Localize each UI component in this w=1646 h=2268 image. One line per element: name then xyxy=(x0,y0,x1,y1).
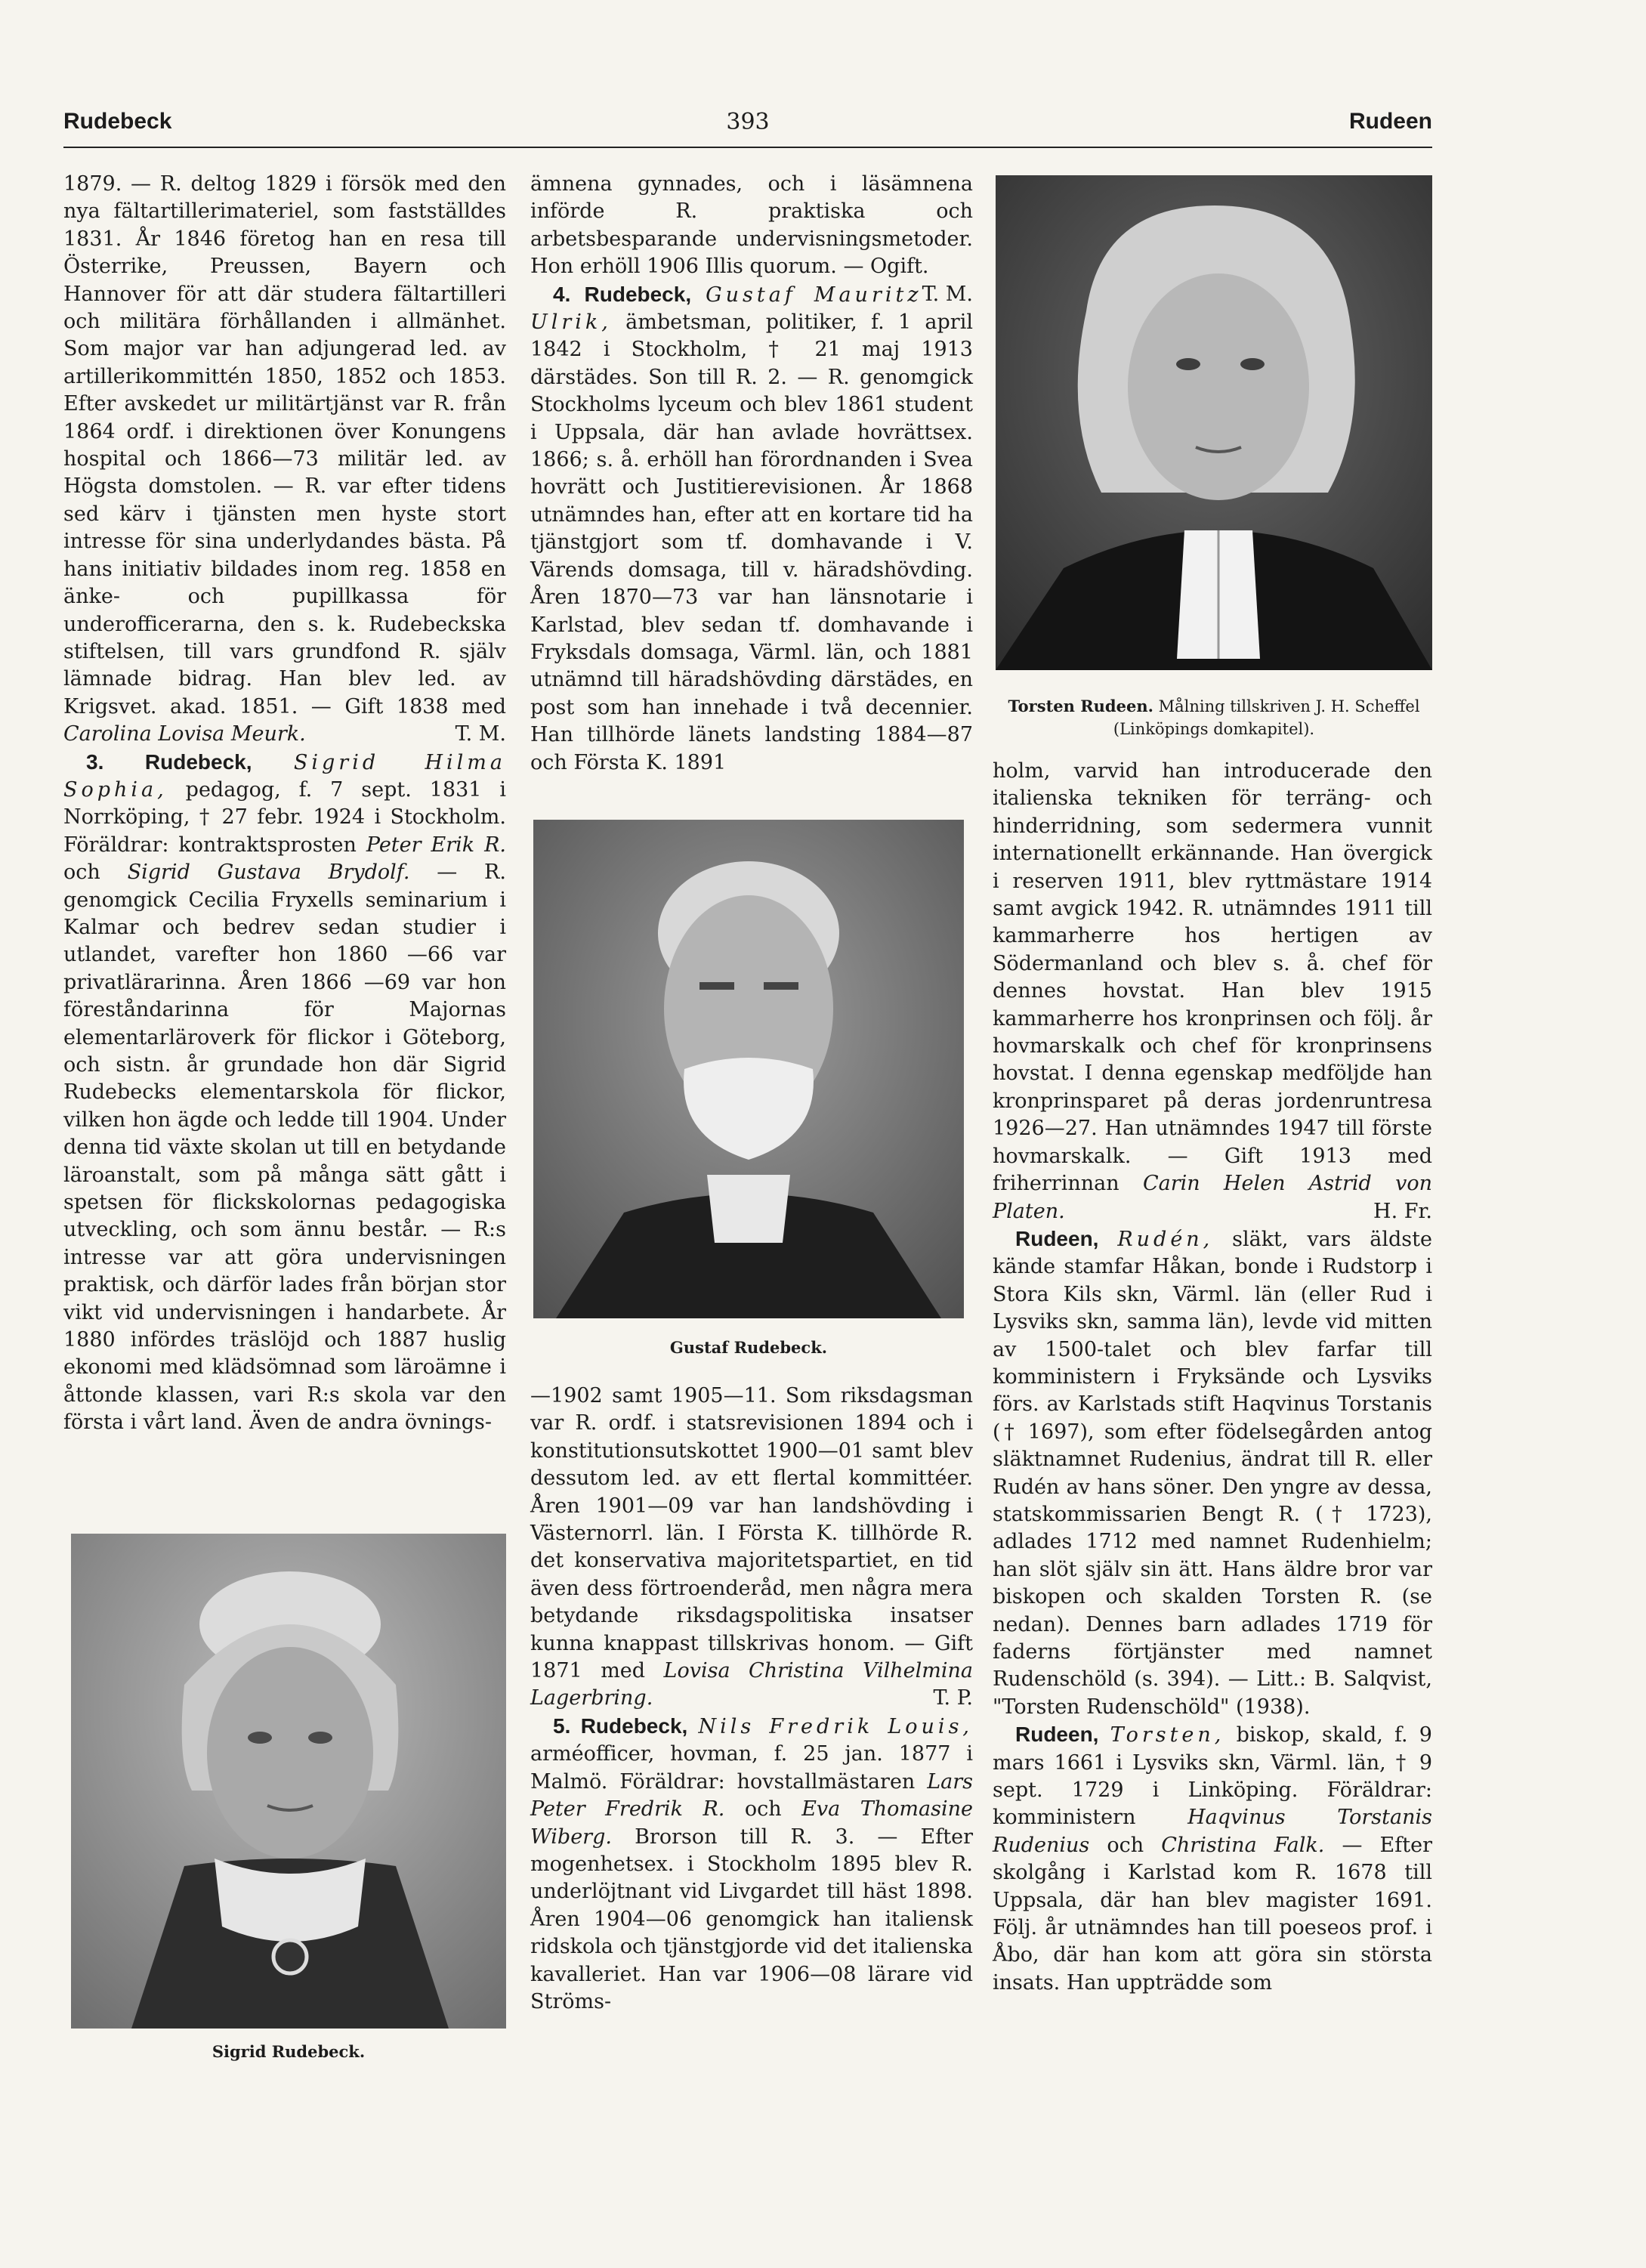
entry-given-names: Torsten, xyxy=(1110,1723,1225,1747)
header-rule xyxy=(63,147,1432,148)
portrait-torsten-rudeen xyxy=(996,175,1432,670)
header-left-word: Rudebeck xyxy=(63,109,172,134)
portrait-gustaf-rudebeck xyxy=(533,820,964,1318)
header-right-word: Rudeen xyxy=(1348,109,1432,134)
entry-headword: 5. Rudebeck, xyxy=(553,1713,688,1738)
rudebeck-4-continuation: —1902 samt 1905—11. Som riksdagsman var R. ordf. i statsrevisionen 1894 och i konstitutionsutskottet 1900—01 samt blev dessutom led. av ett flertal kommittéer. Åren 1901—09 var han landshövding i Västernorrl. län. I Första K. tillhörde R. det konservativa majoritetspartiet, en tid även dess förtroenderåd, men några mera betydande riksdagspolitiska insatser kunna knappast tillskrivas honom. — Gift 1871 med Lovisa Christina Vilhelmina Lagerbring. T. P. xyxy=(530,1383,973,1713)
wife-name: Lovisa Christina Vilhelmina Lagerbring. xyxy=(530,1659,973,1710)
entry-rudebeck-4: 4. Rudebeck, Gustaf Mauritz Ulrik, ämbetsman, politiker, f. 1 april 1842 i Stockholm, † 21 maj 1913 därstädes. Son till R. 2. — R. genomgick Stockholms lyceum och blev 1861 student i Uppsala, där han avlade hovrättsex. 1866; s. å. erhöll han förordnanden i Svea hovrätt och Justitierevisionen. År 1868 utnämndes han, efter att en kortare tid ha tjänstgjort som tf. domhavande i V. Värends domsaga, till v. häradshövding. Åren 1870—73 var han länsnotarie i Karlstad, blev sedan tf. domhavande i Fryksdals domsaga, Värml. län, och 1881 utnämnd till häradshövding därstädes, en post som han innehade i två decennier. Han tillhörde länets landsting 1884—87 och Första K. 1891 xyxy=(530,282,973,774)
entry-rudebeck-3: 3. Rudebeck, Sigrid Hilma Sophia, pedagog, f. 7 sept. 1831 i Norrköping, † 27 febr. 1924 i Stockholm. Föräldrar: kontraktsprosten Peter Erik R. och Sigrid Gustava Brydolf. — R. genomgick Cecilia Fryxells seminarium i Kalmar och bedrev sedan studier i utlandet, varefter hon 1860 —66 var privatlärarinna. Åren 1866 —69 var hon föreståndarinna för Majornas elementarläroverk för flickor i Göteborg, och sistn. år grundade hon där Sigrid Rudebecks elementarskola för flickor, vilken hon ägde och ledde till 1904. Under denna tid växte skolan ut till en betydande läroanstalt, som på många sätt gått i spetsen för flickskolornas pedagogiska utveckling, och som ännu består. — R:s intresse var att göra undervisningen praktisk, och därför lades från början stor vikt vid undervisningen i handarbete. År 1880 infördes träslöjd och 1887 huslig ekonomi med klädsömnad som läroämne i åttonde klassen, vari R:s skola var den första i vårt land. Även de andra övnings- xyxy=(63,749,506,1435)
column-3 xyxy=(993,758,1432,1997)
entry-rudeen-family: Rudeen, Rudén, släkt, vars äldste kände stamfar Håkan, bonde i Rudstorp i Stora Kils skn, Värml. län (eller Rud i Lysviks skn, samma län), levde vid mitten av 1500-talet och blev farfar till komministern i Fryksände och Lysviks förs. av Karlstads stift Haqvinus Torstanis († 1697), som efter födelsegården antog släktnamnet Rudenius, ändrat till R. eller Rudén av hans söner. Den yngre av dessa, statskommissarien Bengt R. († 1723), adlades 1712 med namnet Rudenhielm; han slöt själv sin ätt. Hans äldre bror var biskopen och skalden Torsten R. (se nedan). Dennes barn adlades 1719 för faderns förtjänster med namnet Rudenschöld (s. 394). — Litt.: B. Salqvist, "Torsten Rudenschöld" (1938). xyxy=(993,1226,1432,1719)
rudebeck-3-continuation: ämnena gynnades, och i läsämnena införde R. praktiska och arbetsbesparande undervisningsmetoder. Hon erhöll 1906 Illis quorum. — Ogift. T. M. xyxy=(530,171,973,281)
page-number: 393 xyxy=(726,109,770,135)
entry-headword: Rudeen, xyxy=(1015,1723,1099,1747)
entry-headword: Rudeen, xyxy=(1015,1226,1099,1250)
entry-given-names: Gustaf Mauritz Ulrik, xyxy=(530,283,922,335)
entry-rudebeck-5: 5. Rudebeck, Nils Fredrik Louis, arméofficer, hovman, f. 25 jan. 1877 i Malmö. Föräldrar: hovstallmästaren Lars Peter Fredrik R. och Eva Thomasine Wiberg. Brorson till R. 3. — Efter mogenhetsex. i Stockholm 1895 blev R. underlöjtnant vid Livgardet till häst 1898. Åren 1904—06 genomgick han italiensk ridskola och tjänstgjorde vid det italienska kavalleriet. Han var 1906—08 lärare vid Ströms- xyxy=(530,1713,974,2013)
rudebeck-5-continuation: holm, varvid han introducerade den italienska tekniken för terräng- och hinderridning, som sedermera vunnit internationellt erkännande. Han övergick i reserven 1911, blev ryttmästare 1914 samt avgick 1942. R. utnämndes 1911 till kammarherre hos hertigen av Södermanland och blev s. å. chef för dennes hovstat. Han blev 1915 kammarherre hos kronprinsen och följ. år hovmarskalk och chef för kronprinsens hovstat. I denna egenskap medföljde han kronprinsparet på deras jordenruntresa 1926—27. Han utnämndes 1947 till förste hovmarskalk. — Gift 1913 med friherrinnan Carin Helen Astrid von Platen. H. Fr. xyxy=(993,758,1432,1225)
entry-rudeen-torsten: Rudeen, Torsten, biskop, skald, f. 9 mars 1661 i Lysviks skn, Värml. län, † 9 sept. 1729 i Linköping. Föräldrar: komministern Haqvinus Torstanis Rudenius och Christina Falk. — Efter skolgång i Karlstad kom R. 1678 till Uppsala, där han blev magister 1691. Följ. år utnämndes han till poeseos prof. i Åbo, där han kom att göra sin största insats. Han uppträdde som xyxy=(993,1723,1432,1995)
portrait-image xyxy=(71,1534,506,2029)
entry-headword: 4. Rudebeck, xyxy=(553,282,692,306)
author-signature: T. M. xyxy=(922,282,973,306)
wife-name: Carin Helen Astrid von Platen. xyxy=(993,1172,1432,1223)
caption-gustaf: Gustaf Rudebeck. xyxy=(669,1338,828,1357)
caption-sigrid: Sigrid Rudebeck. xyxy=(212,2042,366,2061)
running-header xyxy=(63,104,1432,144)
wife-name: Carolina Lovisa Meurk. xyxy=(63,722,306,746)
caption-torsten: Torsten Rudeen. Målning tillskriven J. H. Scheffel (Linköpings domkapitel). xyxy=(1008,697,1420,738)
entry-variant-name: Rudén, xyxy=(1117,1227,1214,1251)
portrait-image xyxy=(996,175,1432,670)
column-2-lower xyxy=(530,1383,973,2016)
author-signature: H. Fr. xyxy=(1373,1199,1432,1223)
portrait-sigrid-rudebeck xyxy=(71,1534,506,2029)
column-2-upper xyxy=(530,171,973,777)
rudebeck-2-continuation: 1879. — R. deltog 1829 i försök med den nya fältartillerimateriel, som fastställdes 1831. År 1846 företog han en resa till Österrike, Preussen, Bayern och Hannover för att där studera fältartilleri och militära förhållanden i allmänhet. Som major var han adjungerad led. av artillerikommittén 1850, 1852 och 1853. Efter avskedet ur militärtjänst var R. från 1864 ordf. i direktionen över Konungens hospital och 1866—73 militär led. av Högsta domstolen. — R. var efter tidens sed kärv i tjänsten men hyste stort intresse för sina underlydandes bästa. På hans initiativ bildades inom reg. 1858 en änke- och pupillkassa för underofficerarna, den s. k. Rudebeckska stiftelsen, till vars grundfond R. själv lämnade bidrag. Han blev led. av Krigsvet. akad. 1851. — Gift 1838 med Carolina Lovisa Meurk. T. M. xyxy=(63,171,506,749)
entry-headword: 3. Rudebeck, xyxy=(86,749,252,774)
entry-given-names: Nils Fredrik Louis, xyxy=(698,1714,974,1738)
portrait-image xyxy=(533,820,964,1318)
entry-given-names: Sigrid Hilma Sophia, xyxy=(63,750,506,802)
author-signature: T. M. xyxy=(455,722,506,746)
column-1 xyxy=(63,171,506,1437)
author-signature: T. P. xyxy=(933,1686,973,1710)
